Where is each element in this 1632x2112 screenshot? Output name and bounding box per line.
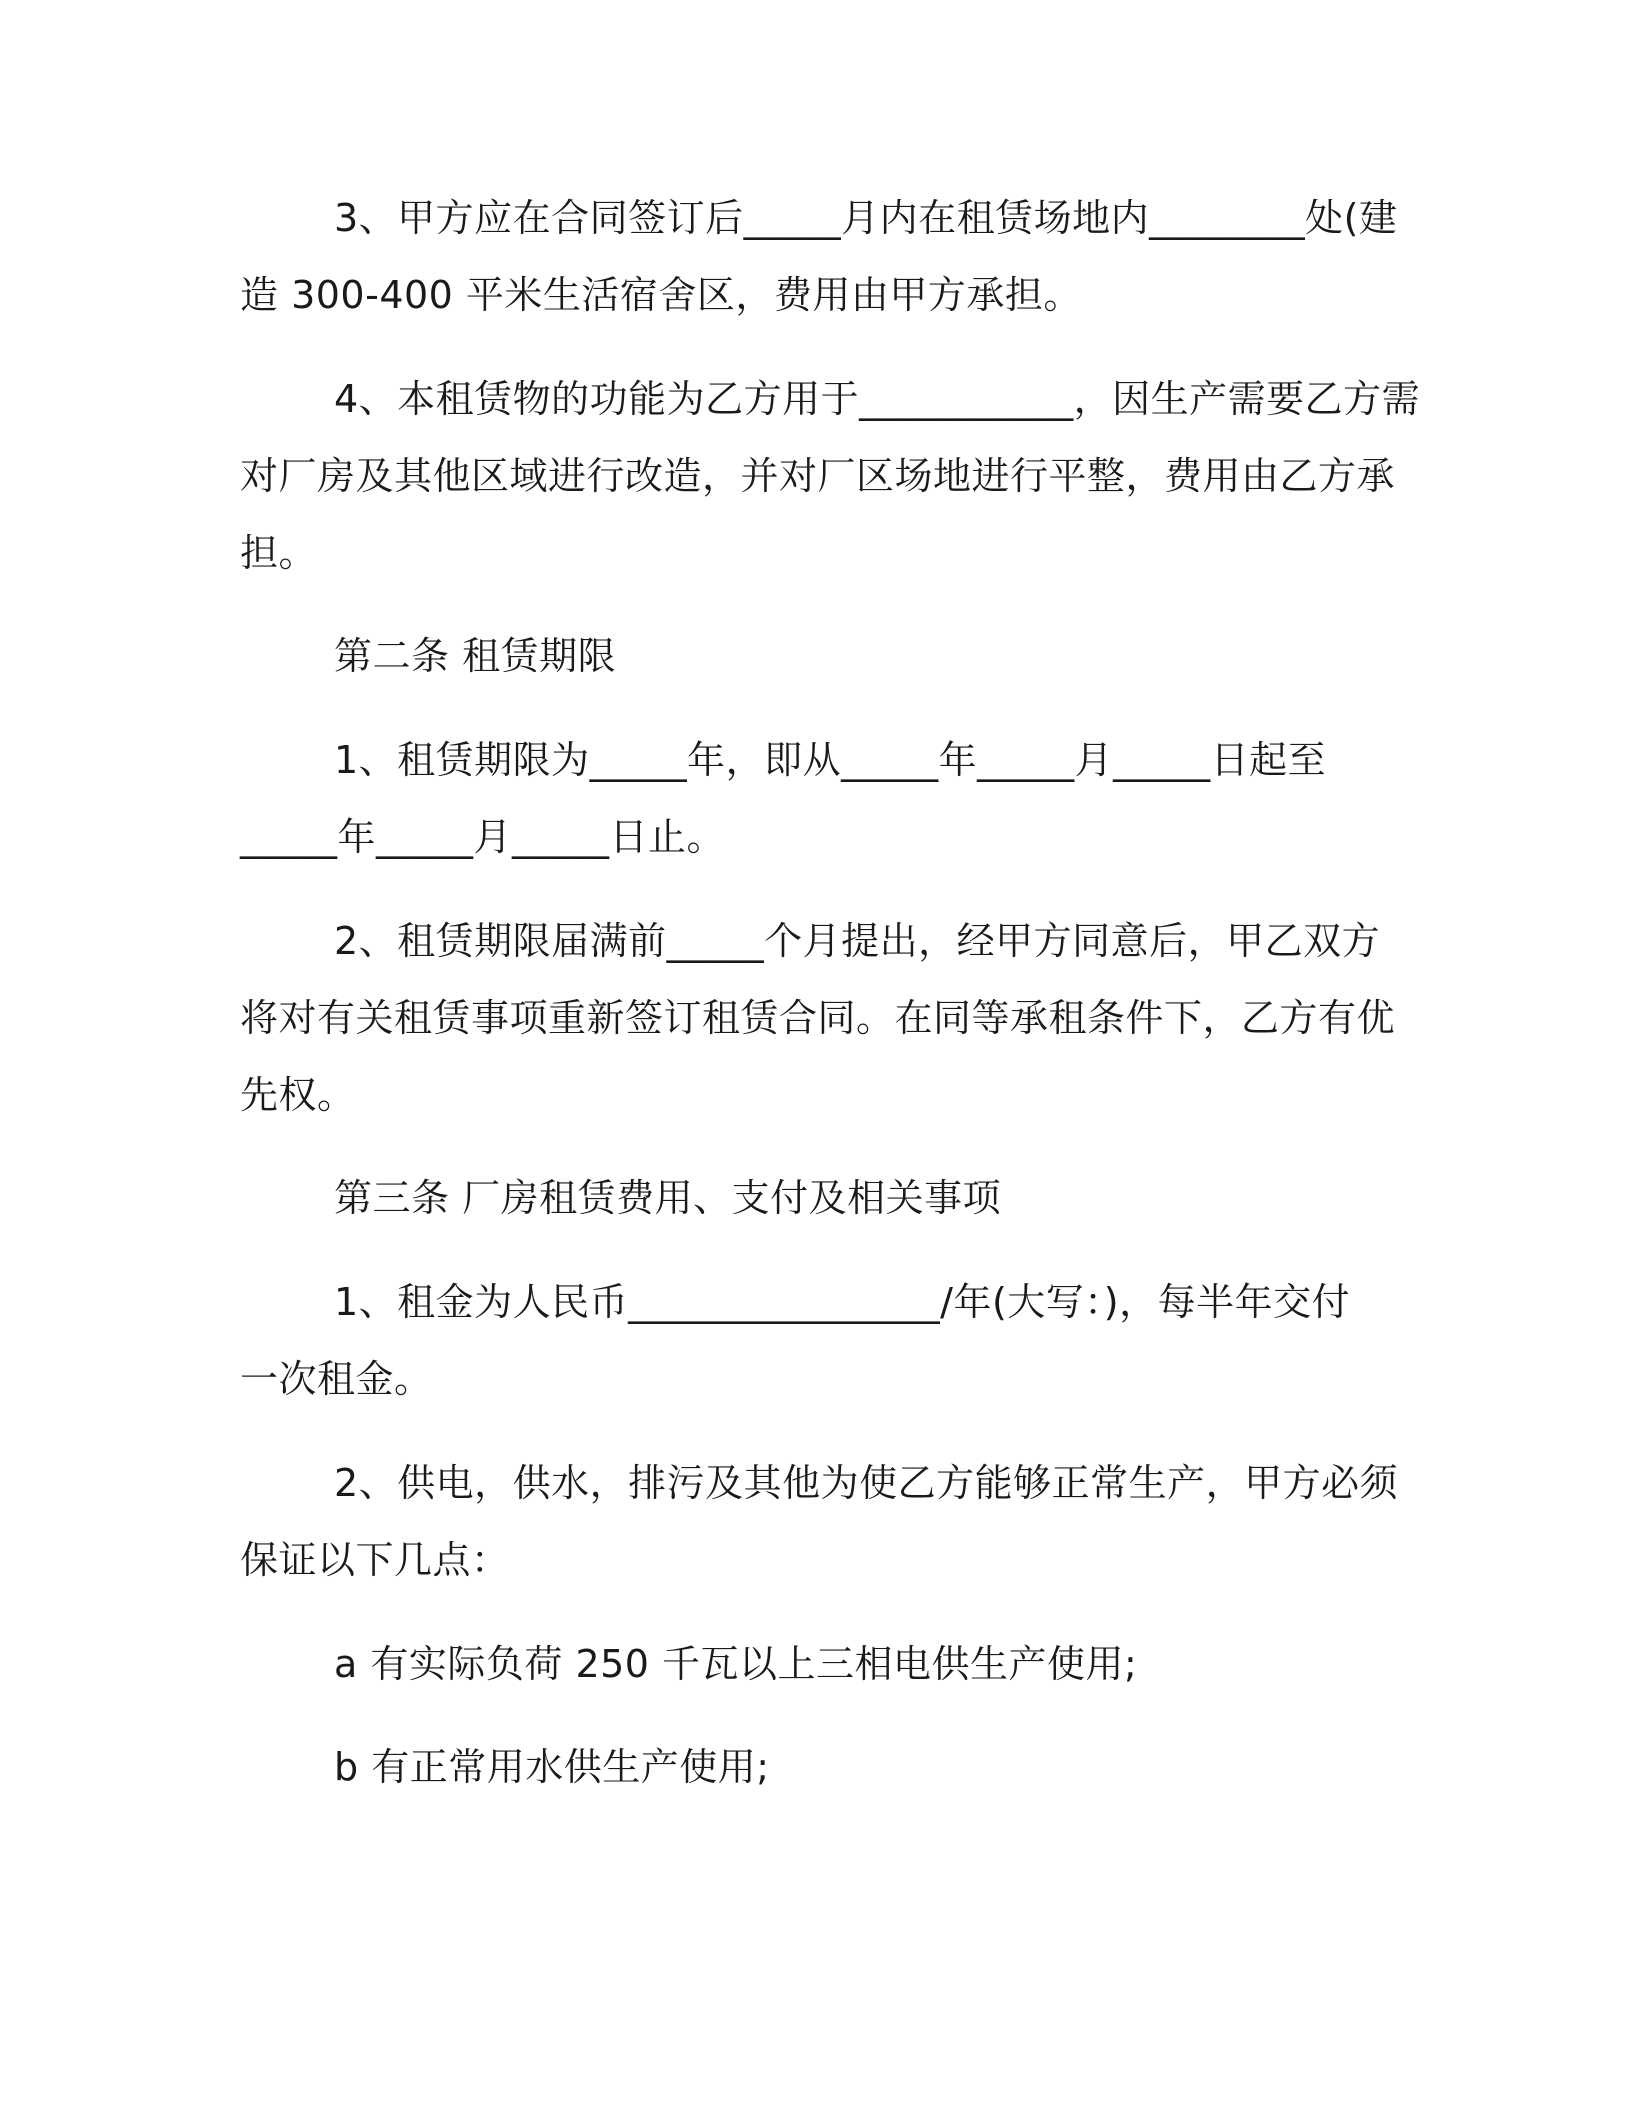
- term-clause-1-line-2: _____年_____月_____日止。: [240, 815, 726, 859]
- rent-clause-1-line-2: 一次租金。: [240, 1357, 433, 1401]
- clause-4-line-1: 4、本租赁物的功能为乙方用于___________，因生产需要乙方需: [334, 377, 1421, 421]
- clause-3-line-1: 3、甲方应在合同签订后_____月内在租赁场地内________处(建: [334, 196, 1398, 240]
- term-clause-1-line-1: 1、租赁期限为_____年，即从_____年_____月_____日起至: [334, 738, 1327, 782]
- requirement-a: a 有实际负荷 250 千瓦以上三相电供生产使用;: [334, 1642, 1138, 1686]
- clause-4-line-3: 担。: [240, 531, 318, 575]
- term-clause-2-line-2: 将对有关租赁事项重新签订租赁合同。在同等承租条件下，乙方有优: [240, 996, 1396, 1040]
- requirement-b: b 有正常用水供生产使用;: [334, 1745, 770, 1789]
- rent-clause-2-line-1: 2、供电，供水，排污及其他为使乙方能够正常生产，甲方必须: [334, 1461, 1399, 1505]
- section-3-heading: 第三条 厂房租赁费用、支付及相关事项: [334, 1176, 1002, 1220]
- rent-clause-2-line-2: 保证以下几点：: [240, 1538, 510, 1582]
- term-clause-2-line-3: 先权。: [240, 1073, 356, 1117]
- rent-clause-1-line-1: 1、租金为人民币________________/年(大写：)，每半年交付: [334, 1280, 1351, 1324]
- clause-4-line-2: 对厂房及其他区域进行改造，并对厂区场地进行平整，费用由乙方承: [240, 454, 1396, 498]
- clause-3-line-2: 造 300-400 平米生活宿舍区，费用由甲方承担。: [240, 273, 1082, 317]
- section-2-heading: 第二条 租赁期限: [334, 634, 617, 678]
- term-clause-2-line-1: 2、租赁期限届满前_____个月提出，经甲方同意后，甲乙双方: [334, 919, 1381, 963]
